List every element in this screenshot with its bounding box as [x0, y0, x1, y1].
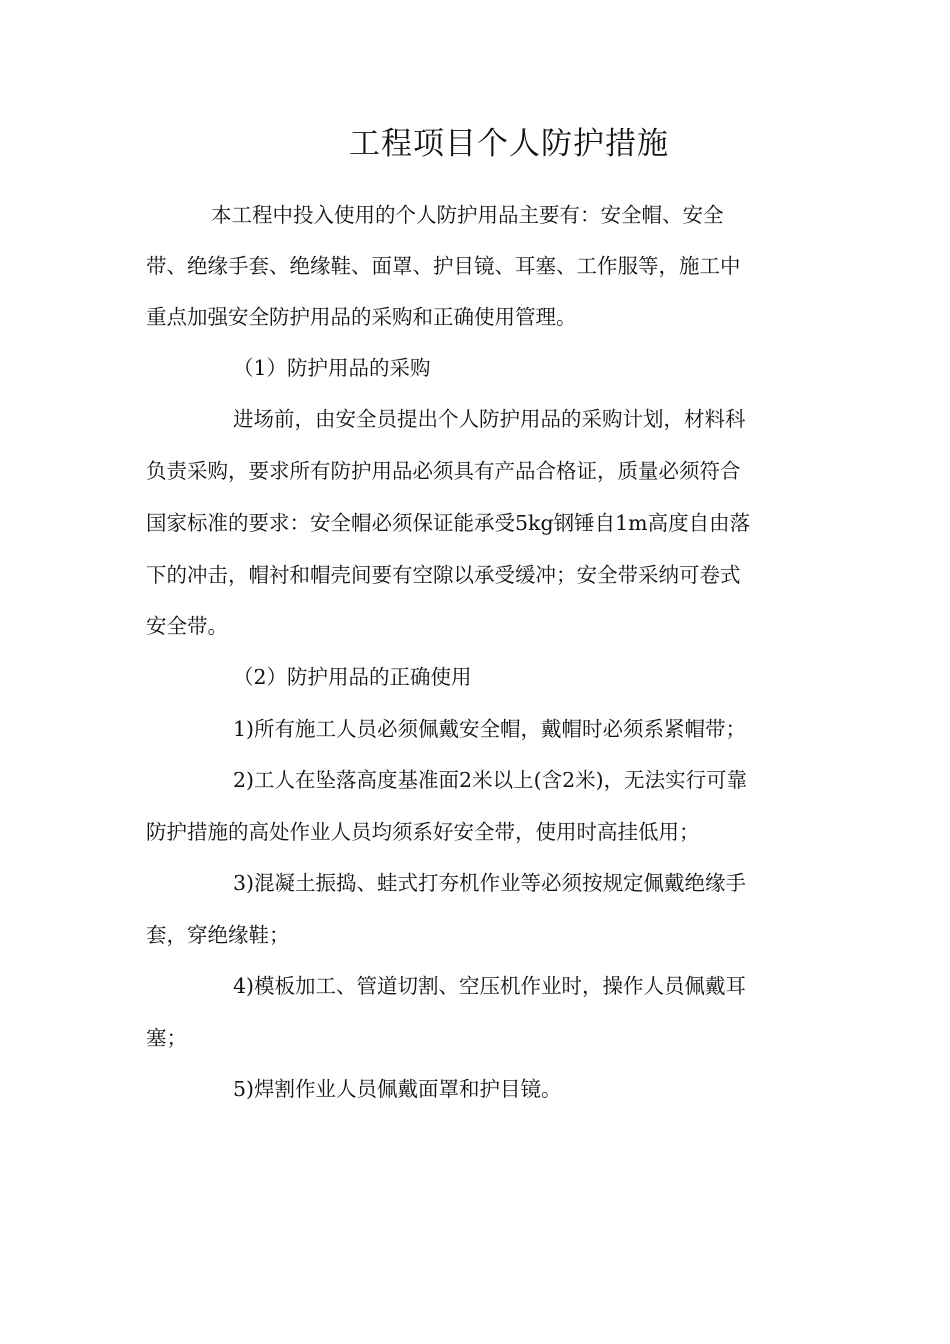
paragraph-line: 下的冲击，帽衬和帽壳间要有空隙以承受缓冲；安全带采纳可卷式	[146, 563, 741, 587]
list-item: 4)模板加工、管道切割、空压机作业时，操作人员佩戴耳	[233, 974, 747, 998]
paragraph-line: 负责采购，要求所有防护用品必须具有产品合格证，质量必须符合	[146, 459, 741, 483]
paragraph-line: 本工程中投入使用的个人防护用品主要有：安全帽、安全	[211, 203, 724, 227]
list-item: 1)所有施工人员必须佩戴安全帽，戴帽时必须系紧帽带；	[233, 717, 747, 741]
paragraph-line: 重点加强安全防护用品的采购和正确使用管理。	[146, 305, 577, 329]
list-item: 5)焊割作业人员佩戴面罩和护目镜。	[233, 1077, 562, 1101]
list-item-continuation: 塞；	[146, 1026, 187, 1050]
list-item: 2)工人在坠落高度基准面2米以上(含2米)，无法实行可靠	[233, 768, 748, 792]
paragraph-line: 安全带。	[146, 614, 228, 638]
section-heading: （2）防护用品的正确使用	[233, 665, 472, 689]
paragraph-line: 带、绝缘手套、绝缘鞋、面罩、护目镜、耳塞、工作服等，施工中	[146, 254, 741, 278]
paragraph-line: 进场前，由安全员提出个人防护用品的采购计划，材料科	[233, 407, 746, 431]
list-item: 3)混凝土振捣、蛙式打夯机作业等必须按规定佩戴绝缘手	[233, 871, 747, 895]
section-heading: （1）防护用品的采购	[233, 356, 431, 380]
document-title: 工程项目个人防护措施	[349, 126, 669, 162]
list-item-continuation: 防护措施的高处作业人员均须系好安全带，使用时高挂低用；	[146, 820, 700, 844]
paragraph-line: 国家标准的要求：安全帽必须保证能承受5kg钢锤自1m高度自由落	[146, 511, 751, 535]
list-item-continuation: 套，穿绝缘鞋；	[146, 923, 290, 947]
